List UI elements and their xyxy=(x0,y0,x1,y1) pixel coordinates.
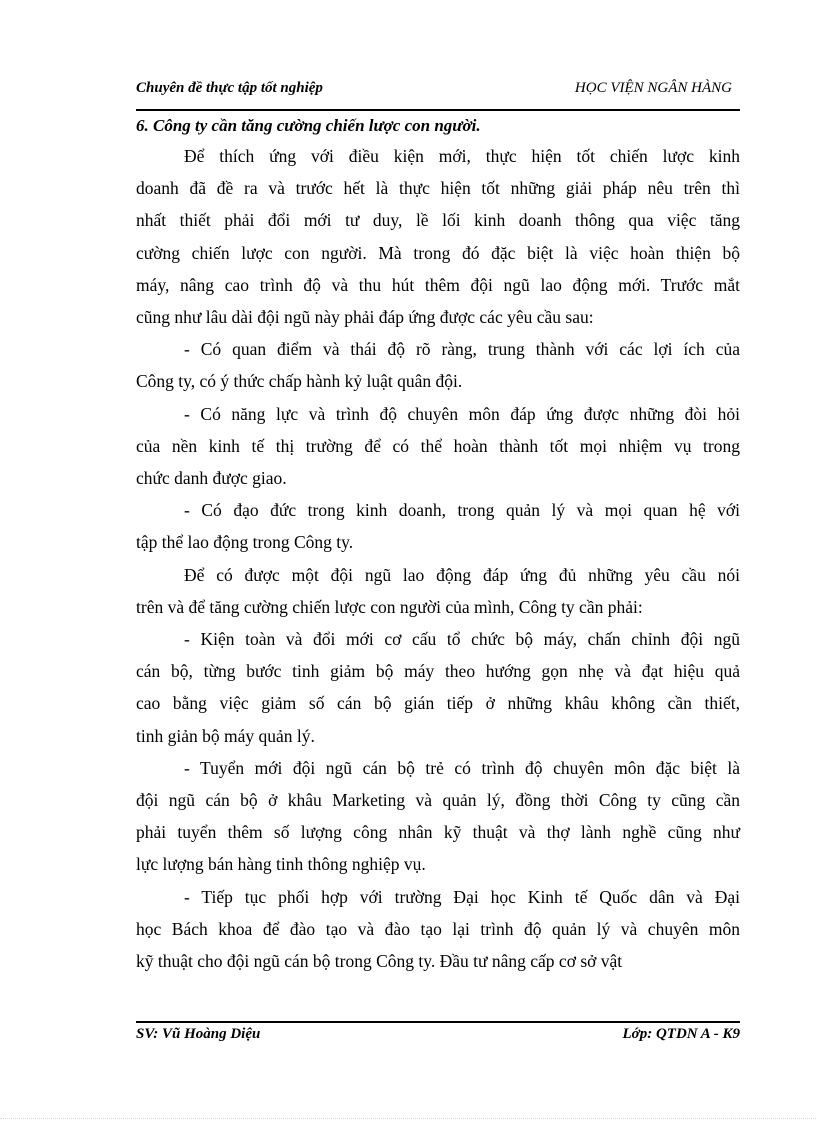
text-line: tinh giản bộ máy quản lý. xyxy=(136,725,315,746)
text-line: cũng như lâu dài đội ngũ này phải đáp ứng được các yêu cầu sau: xyxy=(136,307,594,328)
header-institution: HỌC VIỆN NGÂN HÀNG xyxy=(574,80,732,96)
footer-class: Lớp: QTDN A - K9 xyxy=(622,1026,740,1042)
text-line: đội ngũ cán bộ ở khâu Marketing và quản lý, đồng thời Công ty cũng cần xyxy=(136,790,740,811)
text-line: máy, nâng cao trình độ và thu hút thêm đội ngũ lao động mới. Trước mắt xyxy=(136,274,740,295)
text-line: lực lượng bán hàng tinh thông nghiệp vụ. xyxy=(136,854,426,875)
text-line: cường chiến lược con người. Mà trong đó đặc biệt là việc hoàn thiện bộ xyxy=(136,242,740,263)
paragraph xyxy=(136,559,740,623)
text-line: Để có được một đội ngũ lao động đáp ứng đủ những yêu cầu nói xyxy=(184,564,740,585)
text-line: kỹ thuật cho đội ngũ cán bộ trong Công ty. Đầu tư nâng cấp cơ sở vật xyxy=(136,951,623,972)
text-line: nhất thiết phải đổi mới tư duy, lề lối kinh doanh thông qua việc tăng xyxy=(136,210,740,231)
footer-student-name: SV: Vũ Hoàng Diệu xyxy=(136,1026,261,1042)
text-line: trên và để tăng cường chiến lược con người của mình, Công ty cần phải: xyxy=(136,596,643,617)
paragraph xyxy=(136,494,740,558)
text-line: Công ty, có ý thức chấp hành kỷ luật quân đội. xyxy=(136,371,463,392)
paragraph xyxy=(136,140,740,333)
text-line: cán bộ, từng bước tinh giảm bộ máy theo hướng gọn nhẹ và đạt hiệu quả xyxy=(136,661,740,682)
paragraph xyxy=(136,881,740,978)
text-line: - Có năng lực và trình độ chuyên môn đáp ứng được những đòi hỏi xyxy=(184,403,740,424)
text-line: chức danh được giao. xyxy=(136,468,287,489)
text-line: phải tuyển thêm số lượng công nhân kỹ thuật và thợ lành nghề cũng như xyxy=(136,822,740,843)
text-line: - Có quan điểm và thái độ rõ ràng, trung thành với các lợi ích của xyxy=(184,339,740,360)
page-footer xyxy=(136,1026,740,1052)
paragraph xyxy=(136,752,740,881)
header-divider xyxy=(136,109,740,111)
text-line: của nền kinh tế thị trường để có thể hoàn thành tốt mọi nhiệm vụ trong xyxy=(136,435,740,456)
text-line: tập thể lao động trong Công ty. xyxy=(136,532,354,553)
section-title: 6. Công ty cần tăng cường chiến lược con người. xyxy=(136,116,481,135)
header-document-type: Chuyên đề thực tập tốt nghiệp xyxy=(136,80,323,96)
text-line: Để thích ứng với điều kiện mới, thực hiện tốt chiến lược kinh xyxy=(184,146,740,166)
text-line: học Bách khoa để đào tạo và đào tạo lại trình độ quản lý và chuyên môn xyxy=(136,918,740,939)
paragraph xyxy=(136,623,740,752)
page-header xyxy=(136,80,740,108)
text-line: doanh đã đề ra và trước hết là thực hiện tốt những giải pháp nêu trên thì xyxy=(136,178,740,199)
text-line: - Có đạo đức trong kinh doanh, trong quản lý và mọi quan hệ với xyxy=(184,500,740,521)
paragraph-list xyxy=(136,140,740,977)
text-line: - Kiện toàn và đổi mới cơ cấu tổ chức bộ máy, chấn chỉnh đội ngũ xyxy=(184,629,740,650)
footer-divider xyxy=(136,1021,740,1023)
text-line: cao bằng việc giảm số cán bộ gián tiếp ở những khâu không cần thiết, xyxy=(136,693,740,714)
paragraph xyxy=(136,333,740,397)
text-line: - Tiếp tục phối hợp với trường Đại học Kinh tế Quốc dân và Đại xyxy=(184,886,740,907)
paragraph xyxy=(136,398,740,495)
document-body xyxy=(136,112,740,977)
page-bottom-border xyxy=(0,1118,816,1119)
text-line: - Tuyển mới đội ngũ cán bộ trẻ có trình độ chuyên môn đặc biệt là xyxy=(184,757,740,778)
